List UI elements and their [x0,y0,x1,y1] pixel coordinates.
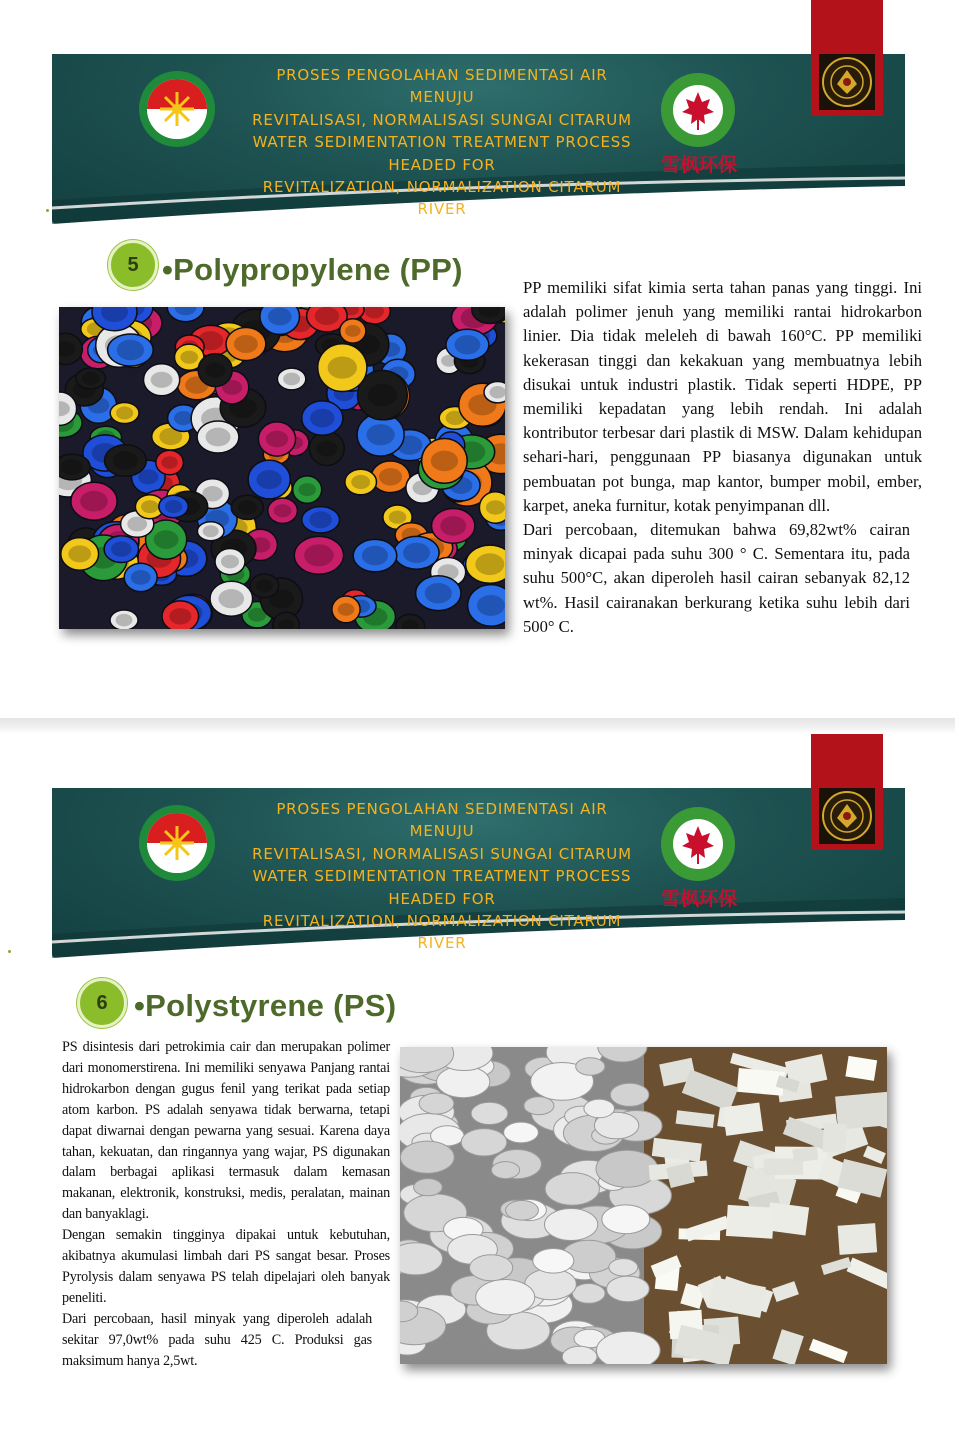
pp-bottle-caps-photo [59,307,505,629]
decorative-dot [46,209,49,212]
paragraph: Dengan semakin tingginya dipakai untuk kebutuhan, akibatnya akumulasi limbah dari PS sangat besar. Proses Pyrolysis dalam senyawa PS telah dipelajari oleh banyak peneliti. [62,1227,390,1306]
section-title: •Polypropylene (PP) [162,252,463,287]
red-corner-tab [811,0,883,116]
header-title: PROSES PENGOLAHAN SEDIMENTASI AIR MENUJU REVITALISASI, NORMALISASI SUNGAI CITARUM WATER SEDIMENTATION TREATMENT PROCESS HEADED FOR REVITALIZATION, NORMALIZATION CITARUM RIVER [252,800,632,953]
header-banner [52,788,905,958]
slide-polystyrene [0,734,955,1452]
section-title: •Polystyrene (PS) [134,988,397,1023]
xue-feng-logo [658,806,738,910]
slide-polypropylene [0,0,955,718]
generasi-penerus-logo [138,804,216,882]
header-banner [52,54,905,224]
paragraph: Dari percobaan, ditemukan bahwa 69,82wt% cairan minyak dicapai pada suhu 300 ° C. Sementara itu, pada suhu 500°C, akan diperoleh hasil cairan sebanyak 82,12 wt%. Hasil cairanakan berkurang ketika suhu lebih dari 500° C. [523,520,910,636]
paragraph: Dari percobaan, hasil minyak yang diperoleh adalah sekitar 97,0wt% pada suhu 425 C. Produksi gas maksimum hanya 2,5wt. [62,1310,372,1369]
pp-description [523,276,922,639]
section-number-badge: 5 [108,240,158,290]
generasi-penerus-logo [138,70,216,148]
military-emblem [819,788,875,844]
page-divider [0,718,955,734]
xue-feng-chinese-name: 雪枫环保 [660,888,737,910]
xue-feng-logo [658,72,738,176]
paragraph: PS disintesis dari petrokimia cair dan merupakan polimer dari monomerstirena. Ini memiliki senyawa Panjang rantai hidrokarbon dengan gugus fenil yang terikat pada setiap atom karbon. PS adalah senyawa tidak berwarna, tetapi dapat diwarnai dengan pewarna yang sesuai. Karena daya tahan, kekuatan, dan ringannya yang wajar, PS digunakan dalam berbagai aplikasi termasuk dalam kemasan makanan, elektronik, konstruksi, medis, peralatan, mainan dan banyaklagi. [62,1039,390,1223]
decorative-dot [8,950,11,953]
military-emblem [819,54,875,110]
section-number-badge: 6 [77,978,127,1028]
ps-description [62,1037,390,1372]
red-corner-tab [811,734,883,850]
xue-feng-chinese-name: 雪枫环保 [660,154,737,176]
paragraph: PP memiliki sifat kimia serta tahan panas yang tinggi. Ini adalah polimer jenuh yang memiliki rantai hidrokarbon linier. Dia tidak meleleh di bawah 160°C. PP memiliki kekerasan tinggi dan kekakuan yang membuatnya lebih disukai untuk industri plastik. Tidak seperti HDPE, PP memiliki kepadatan yang lebih rendah. Ini adalah kontributor terbesar dari plastik di MSW. Dalam kehidupan sehari-hari, penggunaan PP biasanya digunakan untuk pembuatan pot bunga, map kantor, bumper mobil, ember, karpet, aneka furnitur, kotak penyimpanan dll. [523,278,922,515]
ps-styrofoam-photo [400,1047,887,1364]
header-title: PROSES PENGOLAHAN SEDIMENTASI AIR MENUJU REVITALISASI, NORMALISASI SUNGAI CITARUM WATER SEDIMENTATION TREATMENT PROCESS HEADED FOR REVITALIZATION, NORMALIZATION CITARUM RIVER [252,66,632,219]
